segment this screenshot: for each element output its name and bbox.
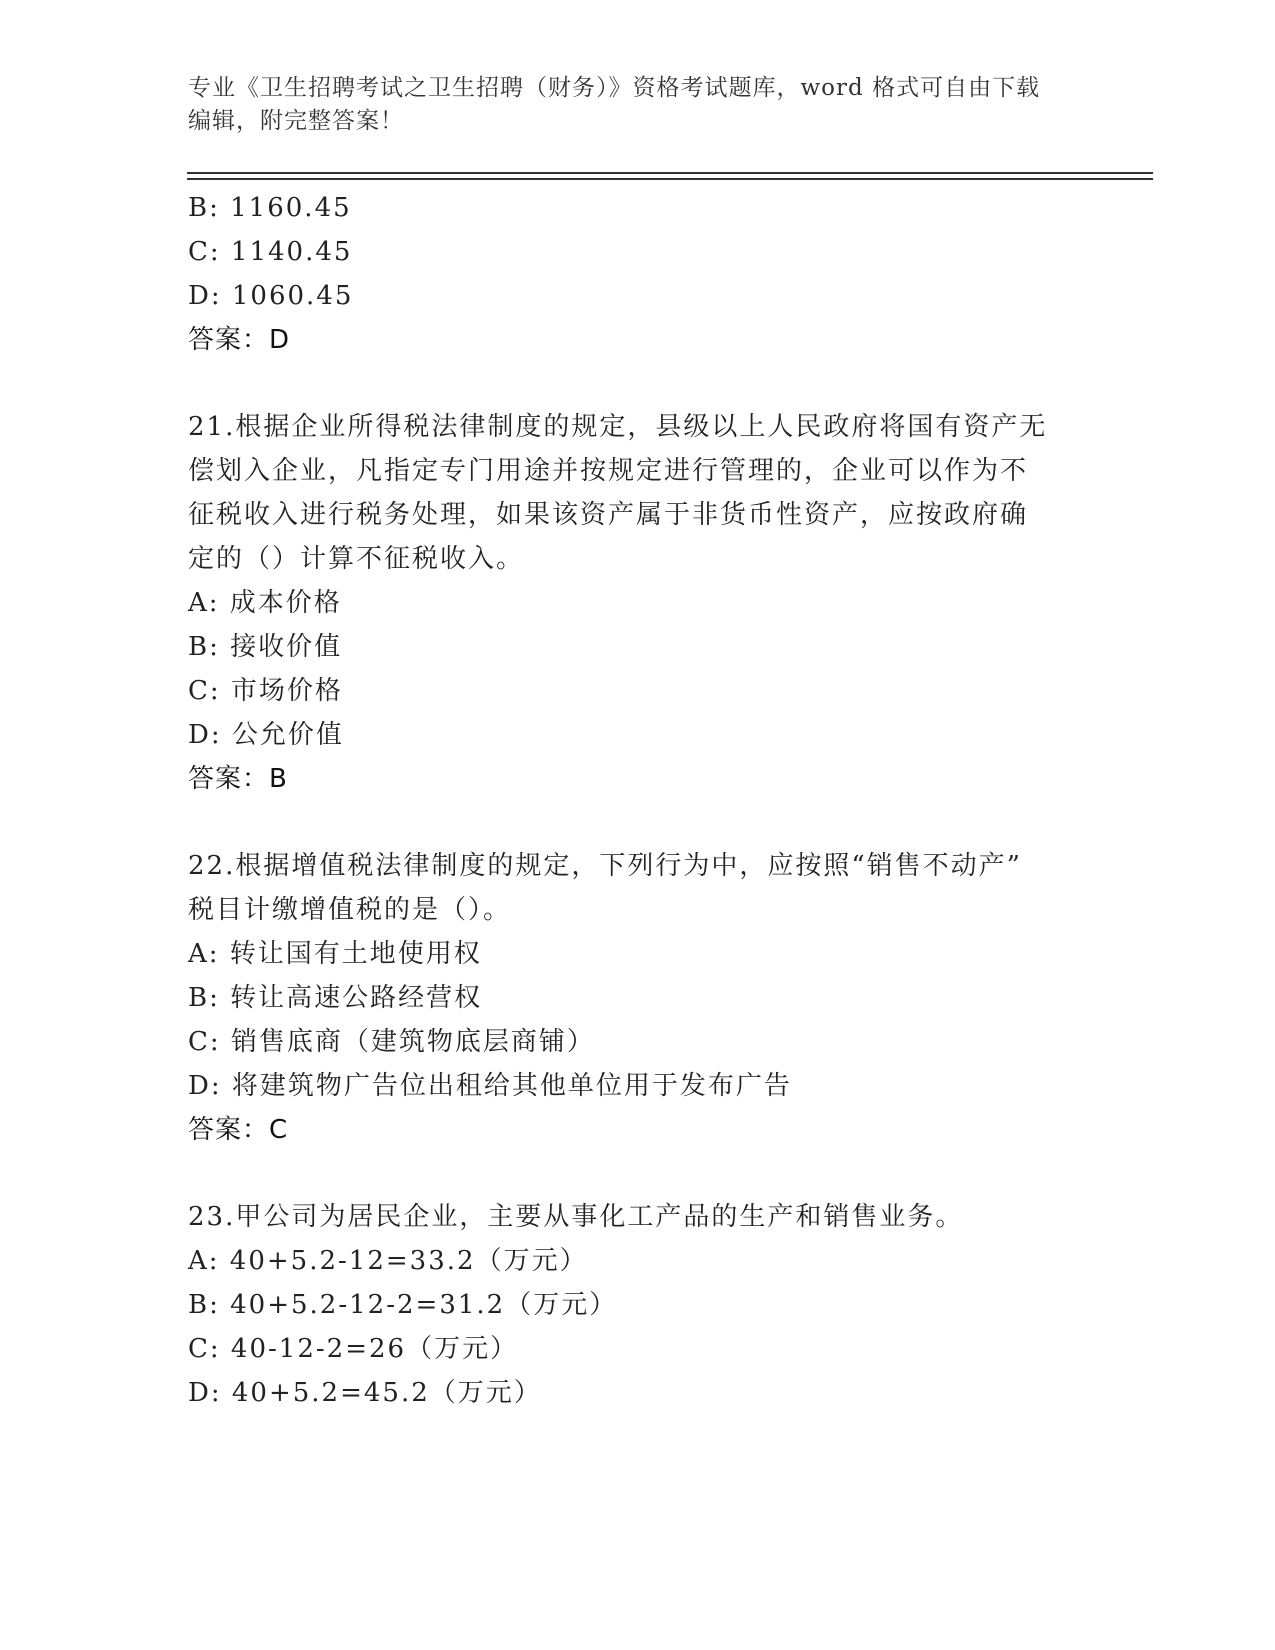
question-stem-line: 23.甲公司为居民企业，主要从事化工产品的生产和销售业务。 xyxy=(188,1202,964,1232)
question-stem-line: 税目计缴增值税的是（）。 xyxy=(188,895,512,925)
header-divider-bottom xyxy=(187,178,1153,180)
option-b: B: 1160.45 xyxy=(188,193,352,223)
option-d: D: 40+5.2=45.2（万元） xyxy=(188,1378,542,1408)
option-c: C: 市场价格 xyxy=(188,676,343,706)
option-c: C: 1140.45 xyxy=(188,237,353,267)
question-stem-line: 定的（）计算不征税收入。 xyxy=(188,544,525,574)
option-d: D: 公允价值 xyxy=(188,720,344,750)
question-stem-line: 21.根据企业所得税法律制度的规定，县级以上人民政府将国有资产无 xyxy=(188,412,1048,442)
answer: 答案：B xyxy=(188,764,288,794)
answer: 答案：D xyxy=(188,325,291,355)
question-stem-line: 22.根据增值税法律制度的规定，下列行为中，应按照“销售不动产” xyxy=(188,851,1022,881)
option-d: D: 1060.45 xyxy=(188,281,354,311)
option-d: D: 将建筑物广告位出租给其他单位用于发布广告 xyxy=(188,1071,792,1101)
option-b: B: 40+5.2-12-2=31.2（万元） xyxy=(188,1290,618,1320)
option-a: A: 40+5.2-12=33.2（万元） xyxy=(188,1246,588,1276)
option-a: A: 成本价格 xyxy=(188,588,342,618)
option-a: A: 转让国有土地使用权 xyxy=(188,939,482,969)
question-stem-line: 征税收入进行税务处理，如果该资产属于非货币性资产，应按政府确 xyxy=(188,500,1029,530)
answer: 答案：C xyxy=(188,1115,289,1145)
option-c: C: 40-12-2=26（万元） xyxy=(188,1334,519,1364)
option-c: C: 销售底商（建筑物底层商铺） xyxy=(188,1027,595,1057)
question-stem-line: 偿划入企业，凡指定专门用途并按规定进行管理的，企业可以作为不 xyxy=(188,456,1029,486)
document-header xyxy=(188,72,1088,138)
option-b: B: 接收价值 xyxy=(188,632,343,662)
option-b: B: 转让高速公路经营权 xyxy=(188,983,483,1013)
header-divider-top xyxy=(187,172,1153,174)
header-line-2: 编辑，附完整答案！ xyxy=(188,108,404,134)
header-line-1: 专业《卫生招聘考试之卫生招聘（财务）》资格考试题库，word 格式可自由下载 xyxy=(188,75,1041,101)
